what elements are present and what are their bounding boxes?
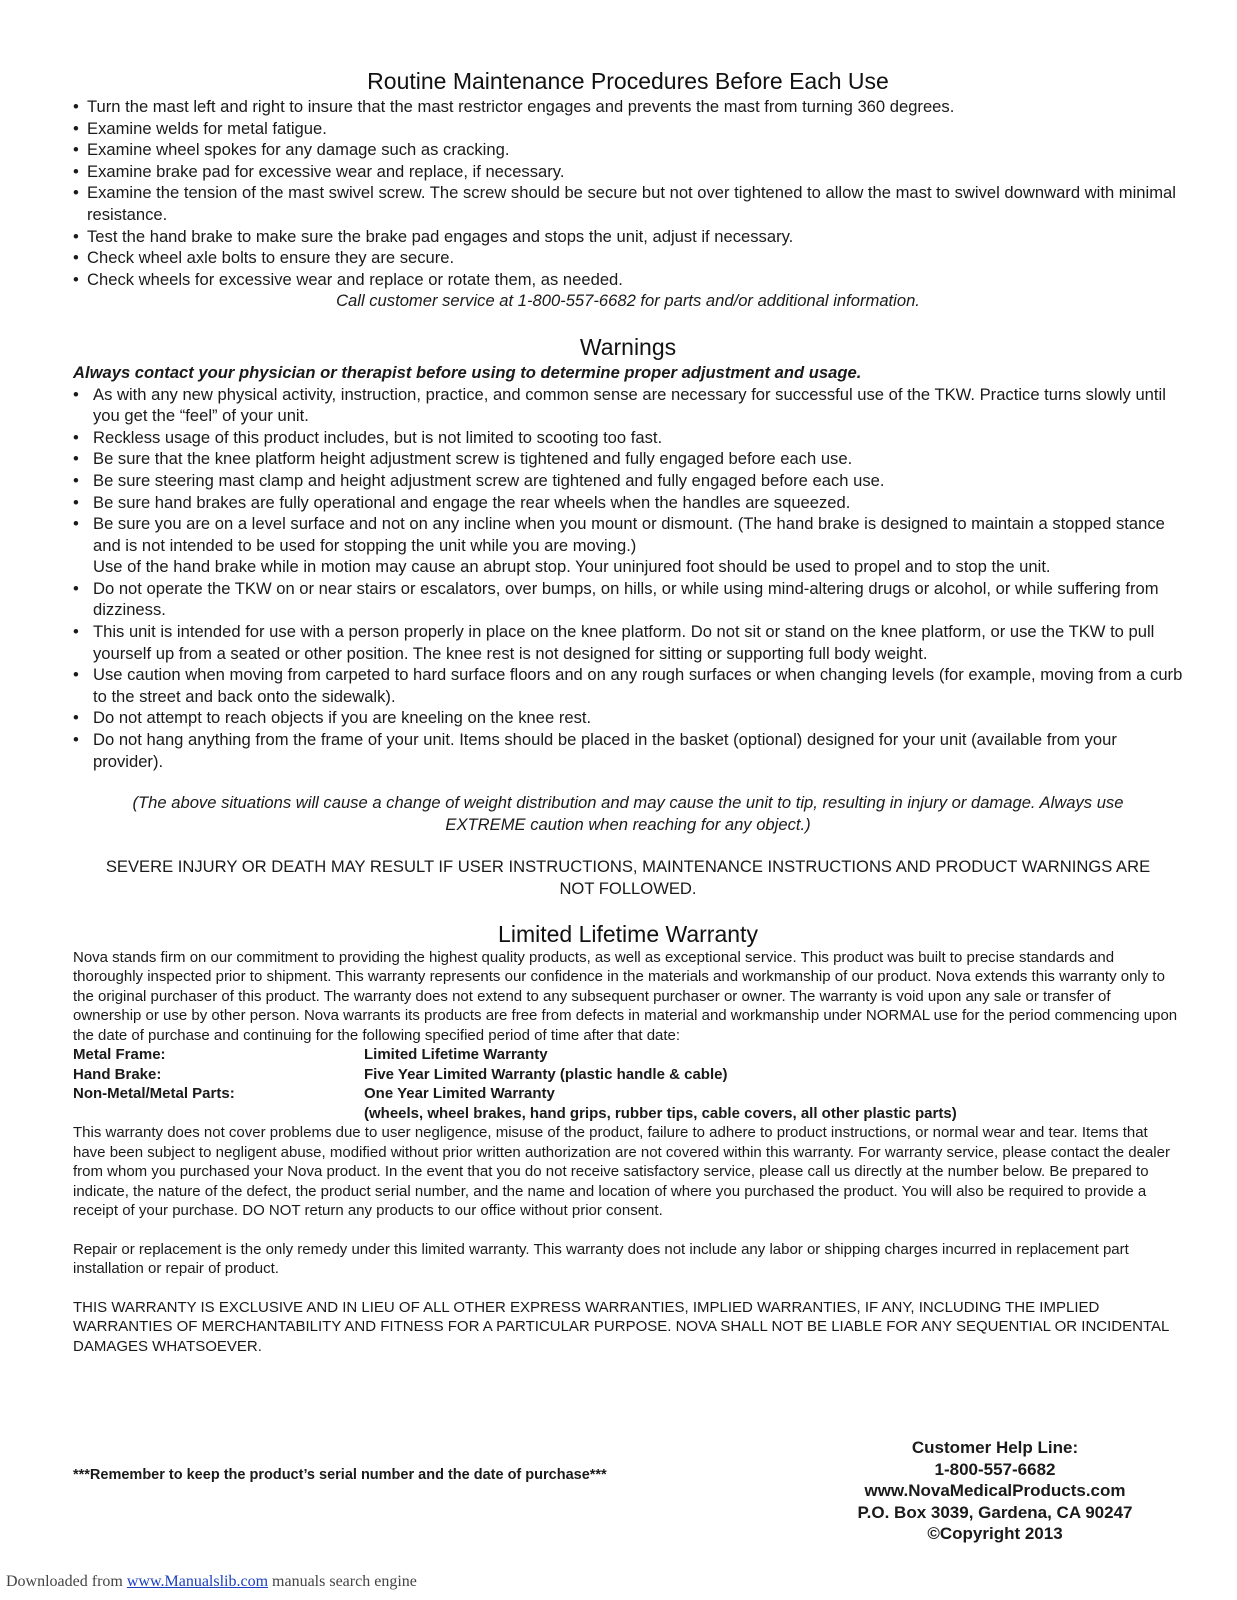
maintenance-list [73, 96, 1183, 290]
warranty-part: Hand Brake: [73, 1065, 162, 1083]
list-item: • Check wheels for excessive wear and replace or rotate them, as needed. [73, 269, 1183, 291]
list-item: • Do not attempt to reach objects if you are kneeling on the knee rest. [73, 707, 1183, 729]
list-item: • Be sure hand brakes are fully operational and engage the rear wheels when the handles are squeezed. [73, 492, 1183, 514]
warranty-part: Metal Frame: [73, 1046, 166, 1064]
warranty-term: Five Year Limited Warranty (plastic handle & cable) [364, 1065, 728, 1083]
footer-prefix: Downloaded from [6, 1573, 127, 1590]
list-item [73, 513, 1183, 578]
list-item: • Do not hang anything from the frame of your unit. Items should be placed in the basket (optional) designed for your unit (available from your provider). [73, 729, 1183, 772]
customer-help-block [830, 1437, 1160, 1545]
list-item: • Examine the tension of the mast swivel screw. The screw should be secure but not over tightened to allow the mast to swivel downward with minimal resistance. [73, 182, 1183, 225]
list-item: • Be sure steering mast clamp and height adjustment screw are tightened and fully engaged before each use. [73, 470, 1183, 492]
warranty-part [73, 1104, 364, 1124]
list-item: • Reckless usage of this product includes, but is not limited to scooting too fast. [73, 427, 1183, 449]
help-phone: 1-800-557-6682 [934, 1459, 1056, 1479]
list-item: • Check wheel axle bolts to ensure they are secure. [73, 247, 1183, 269]
warnings-intro: Always contact your physician or therapist before using to determine proper adjustment and usage. [73, 362, 862, 382]
footer-suffix: manuals search engine [268, 1573, 417, 1590]
list-item: • This unit is intended for use with a person properly in place on the knee platform. Do not sit or stand on the knee platform, or use the TKW to pull yourself up from a seated or other position. The knee rest is not designed for sitting or supporting full body weight. [73, 621, 1183, 664]
list-item: • Be sure that the knee platform height adjustment screw is tightened and fully engaged before each use. [73, 448, 1183, 470]
download-footer [6, 1573, 417, 1591]
maintenance-title: Routine Maintenance Procedures Before Each Use [367, 68, 889, 94]
warranty-term: (wheels, wheel brakes, hand grips, rubber tips, cable covers, all other plastic parts) [364, 1104, 957, 1122]
hand-brake-note: Use of the hand brake while in motion may cause an abrupt stop. Your uninjured foot should be used to propel and to stop the unit. [93, 557, 1051, 577]
warranty-repair: Repair or replacement is the only remedy under this limited warranty. This warranty does not include any labor or shipping charges incurred in replacement part installation or repair of product. [73, 1240, 1129, 1278]
warnings-title: Warnings [579, 333, 677, 360]
warranty-coverage: This warranty does not cover problems due to user negligence, misuse of the product, failure to adhere to product instructions, or normal wear and tear. Items that have been subject to negligent abuse, modified without prior written authorization are not covered within this warranty. For warranty service, please contact the dealer from whom you purchased your Nova product. In the event that you do not receive satisfactory service, please call us directly at the number below. Be prepared to indicate, the nature of the defect, the product serial number, and the name and location of where you purchased the product. You will also be required to provide a receipt of your purchase. DO NOT return any products to our office without prior consent. [73, 1124, 1170, 1220]
tip-warning-note: (The above situations will cause a change of weight distribution and may cause the unit to tip, resulting in injury or damage. Always use EXTREME caution when reaching for any object.) [132, 793, 1124, 834]
warranty-intro: Nova stands firm on our commitment to providing the highest quality products, as well as exceptional service. This product was built to precise standards and thoroughly inspected prior to shipment. This warranty represents our confidence in the materials and workmanship of our product. Nova extends this warranty only to the original purchaser of this product. The warranty does not extend to any subsequent purchaser or owner. The warranty is void upon any sale or transfer of ownership or use by other person. Nova warrants its products are free from defects in material and workmanship under NORMAL use for the period commencing upon the date of purchase and continuing for the following specified period of time after that date: [73, 948, 1178, 1044]
warranty-title: Limited Lifetime Warranty [498, 920, 758, 947]
help-website: www.NovaMedicalProducts.com [864, 1481, 1126, 1501]
manualslib-link[interactable]: www.Manualslib.com [126, 1573, 269, 1590]
list-item: • Use caution when moving from carpeted to hard surface floors and on any rough surfaces or when changing levels (for example, moving from a curb to the street and back onto the sidewalk). [73, 664, 1183, 707]
serial-number-reminder: ***Remember to keep the product’s serial number and the date of purchase*** [73, 1467, 607, 1483]
warranty-term: One Year Limited Warranty [364, 1085, 555, 1103]
list-item: • Examine wheel spokes for any damage such as cracking. [73, 139, 1183, 161]
warranty-term: Limited Lifetime Warranty [364, 1046, 548, 1064]
help-line-label: Customer Help Line: [911, 1438, 1079, 1457]
list-item: • Examine welds for metal fatigue. [73, 118, 1183, 140]
list-item: • Test the hand brake to make sure the brake pad engages and stops the unit, adjust if necessary. [73, 226, 1183, 248]
page-content [73, 66, 1183, 1356]
list-item: • Examine brake pad for excessive wear and replace, if necessary. [73, 161, 1183, 183]
warnings-list [73, 384, 1183, 773]
list-item: • As with any new physical activity, instruction, practice, and common sense are necessary for successful use of the TKW. Practice turns slowly until you get the “feel” of your unit. [73, 384, 1183, 427]
warranty-exclusive: THIS WARRANTY IS EXCLUSIVE AND IN LIEU OF ALL OTHER EXPRESS WARRANTIES, IMPLIED WARRANTIES, IF ANY, INCLUDING THE IMPLIED WARRANTIES OF MERCHANTABILITY AND FITNESS FOR A PARTICULAR PURPOSE. NOVA SHALL NOT BE LIABLE FOR ANY SEQUENTIAL OR INCIDENTAL DAMAGES WHATSOEVER. [73, 1298, 1169, 1355]
copyright: ©Copyright 2013 [927, 1524, 1063, 1544]
list-item-text: Be sure you are on a level surface and not on any incline when you mount or dismount. (The hand brake is designed to maintain a stopped stance and is not intended to be used for stopping the unit while you are moving.) [93, 514, 1165, 555]
customer-service-note: Call customer service at 1-800-557-6682 for parts and/or additional information. [336, 291, 920, 311]
severe-injury-warning: SEVERE INJURY OR DEATH MAY RESULT IF USER INSTRUCTIONS, MAINTENANCE INSTRUCTIONS AND PRODUCT WARNINGS ARE NOT FOLLOWED. [105, 857, 1151, 898]
list-item: • Do not operate the TKW on or near stairs or escalators, over bumps, on hills, or while using mind-altering drugs or alcohol, or while suffering from dizziness. [73, 578, 1183, 621]
warranty-terms-table [73, 1045, 1183, 1123]
help-address: P.O. Box 3039, Gardena, CA 90247 [857, 1502, 1133, 1522]
list-item: • Turn the mast left and right to insure that the mast restrictor engages and prevents the mast from turning 360 degrees. [73, 96, 1183, 118]
warranty-part: Non-Metal/Metal Parts: [73, 1085, 235, 1103]
